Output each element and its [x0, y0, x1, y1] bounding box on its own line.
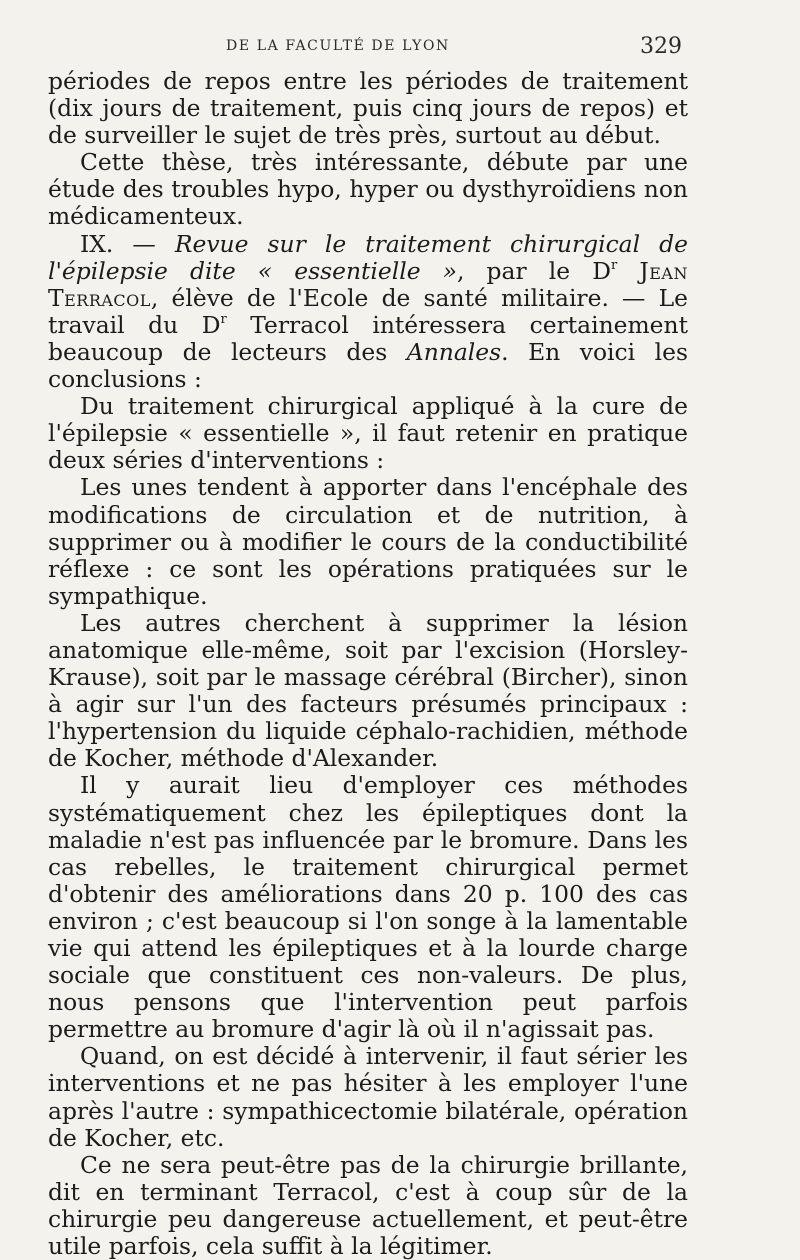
paragraph-closing: Ce ne sera peut-être pas de la chirurgie brillante, dit en terminant Terracol, c'est à coup sûr de la chirurgie peu dangereuse actuellement, et peut-être utile parfois, cela suffit à la légitimer.: [48, 1150, 688, 1260]
running-head: DE LA FACULTÉ DE LYON: [226, 38, 450, 54]
review-text-2: Terracol intéressera certainement beaucoup de lecteurs des: [48, 310, 688, 366]
review-title: Revue sur le traitement chirurgical de l'épilepsie dite « essentielle »: [48, 229, 688, 285]
review-number: IX. —: [80, 229, 175, 258]
review-text: , élève de l'Ecole de santé militaire. — Le travail du D: [48, 283, 688, 339]
page-number: 329: [640, 34, 682, 59]
doctor-superscript: r: [611, 257, 618, 273]
paragraph-thesis-summary: Cette thèse, très intéressante, débute par une étude des troubles hypo, hyper ou dysthyroïdiens non médicamenteux.: [48, 148, 688, 231]
doctor-superscript-2: r: [220, 312, 227, 328]
paragraph-recommendation: Il y aurait lieu d'employer ces méthodes systématiquement chez les épileptiques dont la maladie n'est pas influencée par le bromure. Dans les cas rebelles, le traitement chirurgical permet d'obtenir des améliorations dans 20 p. 100 des cas environ ; c'est beaucoup si l'on songe à la lamentable vie qui attend les épileptiques et à la lourde charge sociale que constituent ces non-valeurs. De plus, nous pensons que l'intervention peut parfois permettre au bromure d'agir là où il n'agissait pas.: [48, 771, 688, 1044]
review-author: Jean Terracol: [48, 256, 688, 312]
paragraph-conclusion-intro: Du traitement chirurgical appliqué à la cure de l'épilepsie « essentielle », il faut retenir en pratique deux séries d'interventions :: [48, 392, 688, 475]
paragraph-review-ix: [48, 231, 688, 394]
paragraph-continuation: périodes de repos entre les périodes de traitement (dix jours de traitement, puis cinq jours de repos) et de surveiller le sujet de très près, surtout au début.: [48, 67, 688, 150]
review-by: , par le D: [456, 256, 612, 285]
paragraph-second-series: Les autres cherchent à supprimer la lésion anatomique elle-même, soit par l'excision (Horsley-Krause), soit par le massage cérébral (Bircher), sinon à agir sur l'un des facteurs présumés principaux : l'hypertension du liquide céphalo-rachidien, méthode de Kocher, méthode d'Alexander.: [48, 608, 688, 773]
paragraph-intervention: Quand, on est décidé à intervenir, il faut sérier les interventions et ne pas hésiter à les employer l'une après l'autre : sympathicectomie bilatérale, opération de Kocher, etc.: [48, 1042, 688, 1152]
paragraph-first-series: Les unes tendent à apporter dans l'encéphale des modifications de circulation et de nutrition, à supprimer ou à modifier le cours de la conductibilité réflexe : ce sont les opérations pratiquées sur le sympathique.: [48, 473, 688, 610]
journal-name: Annales: [406, 337, 502, 366]
review-text-3: . En voici les conclusions :: [48, 337, 688, 394]
page-header: [0, 34, 800, 64]
body-text: [48, 68, 688, 1260]
